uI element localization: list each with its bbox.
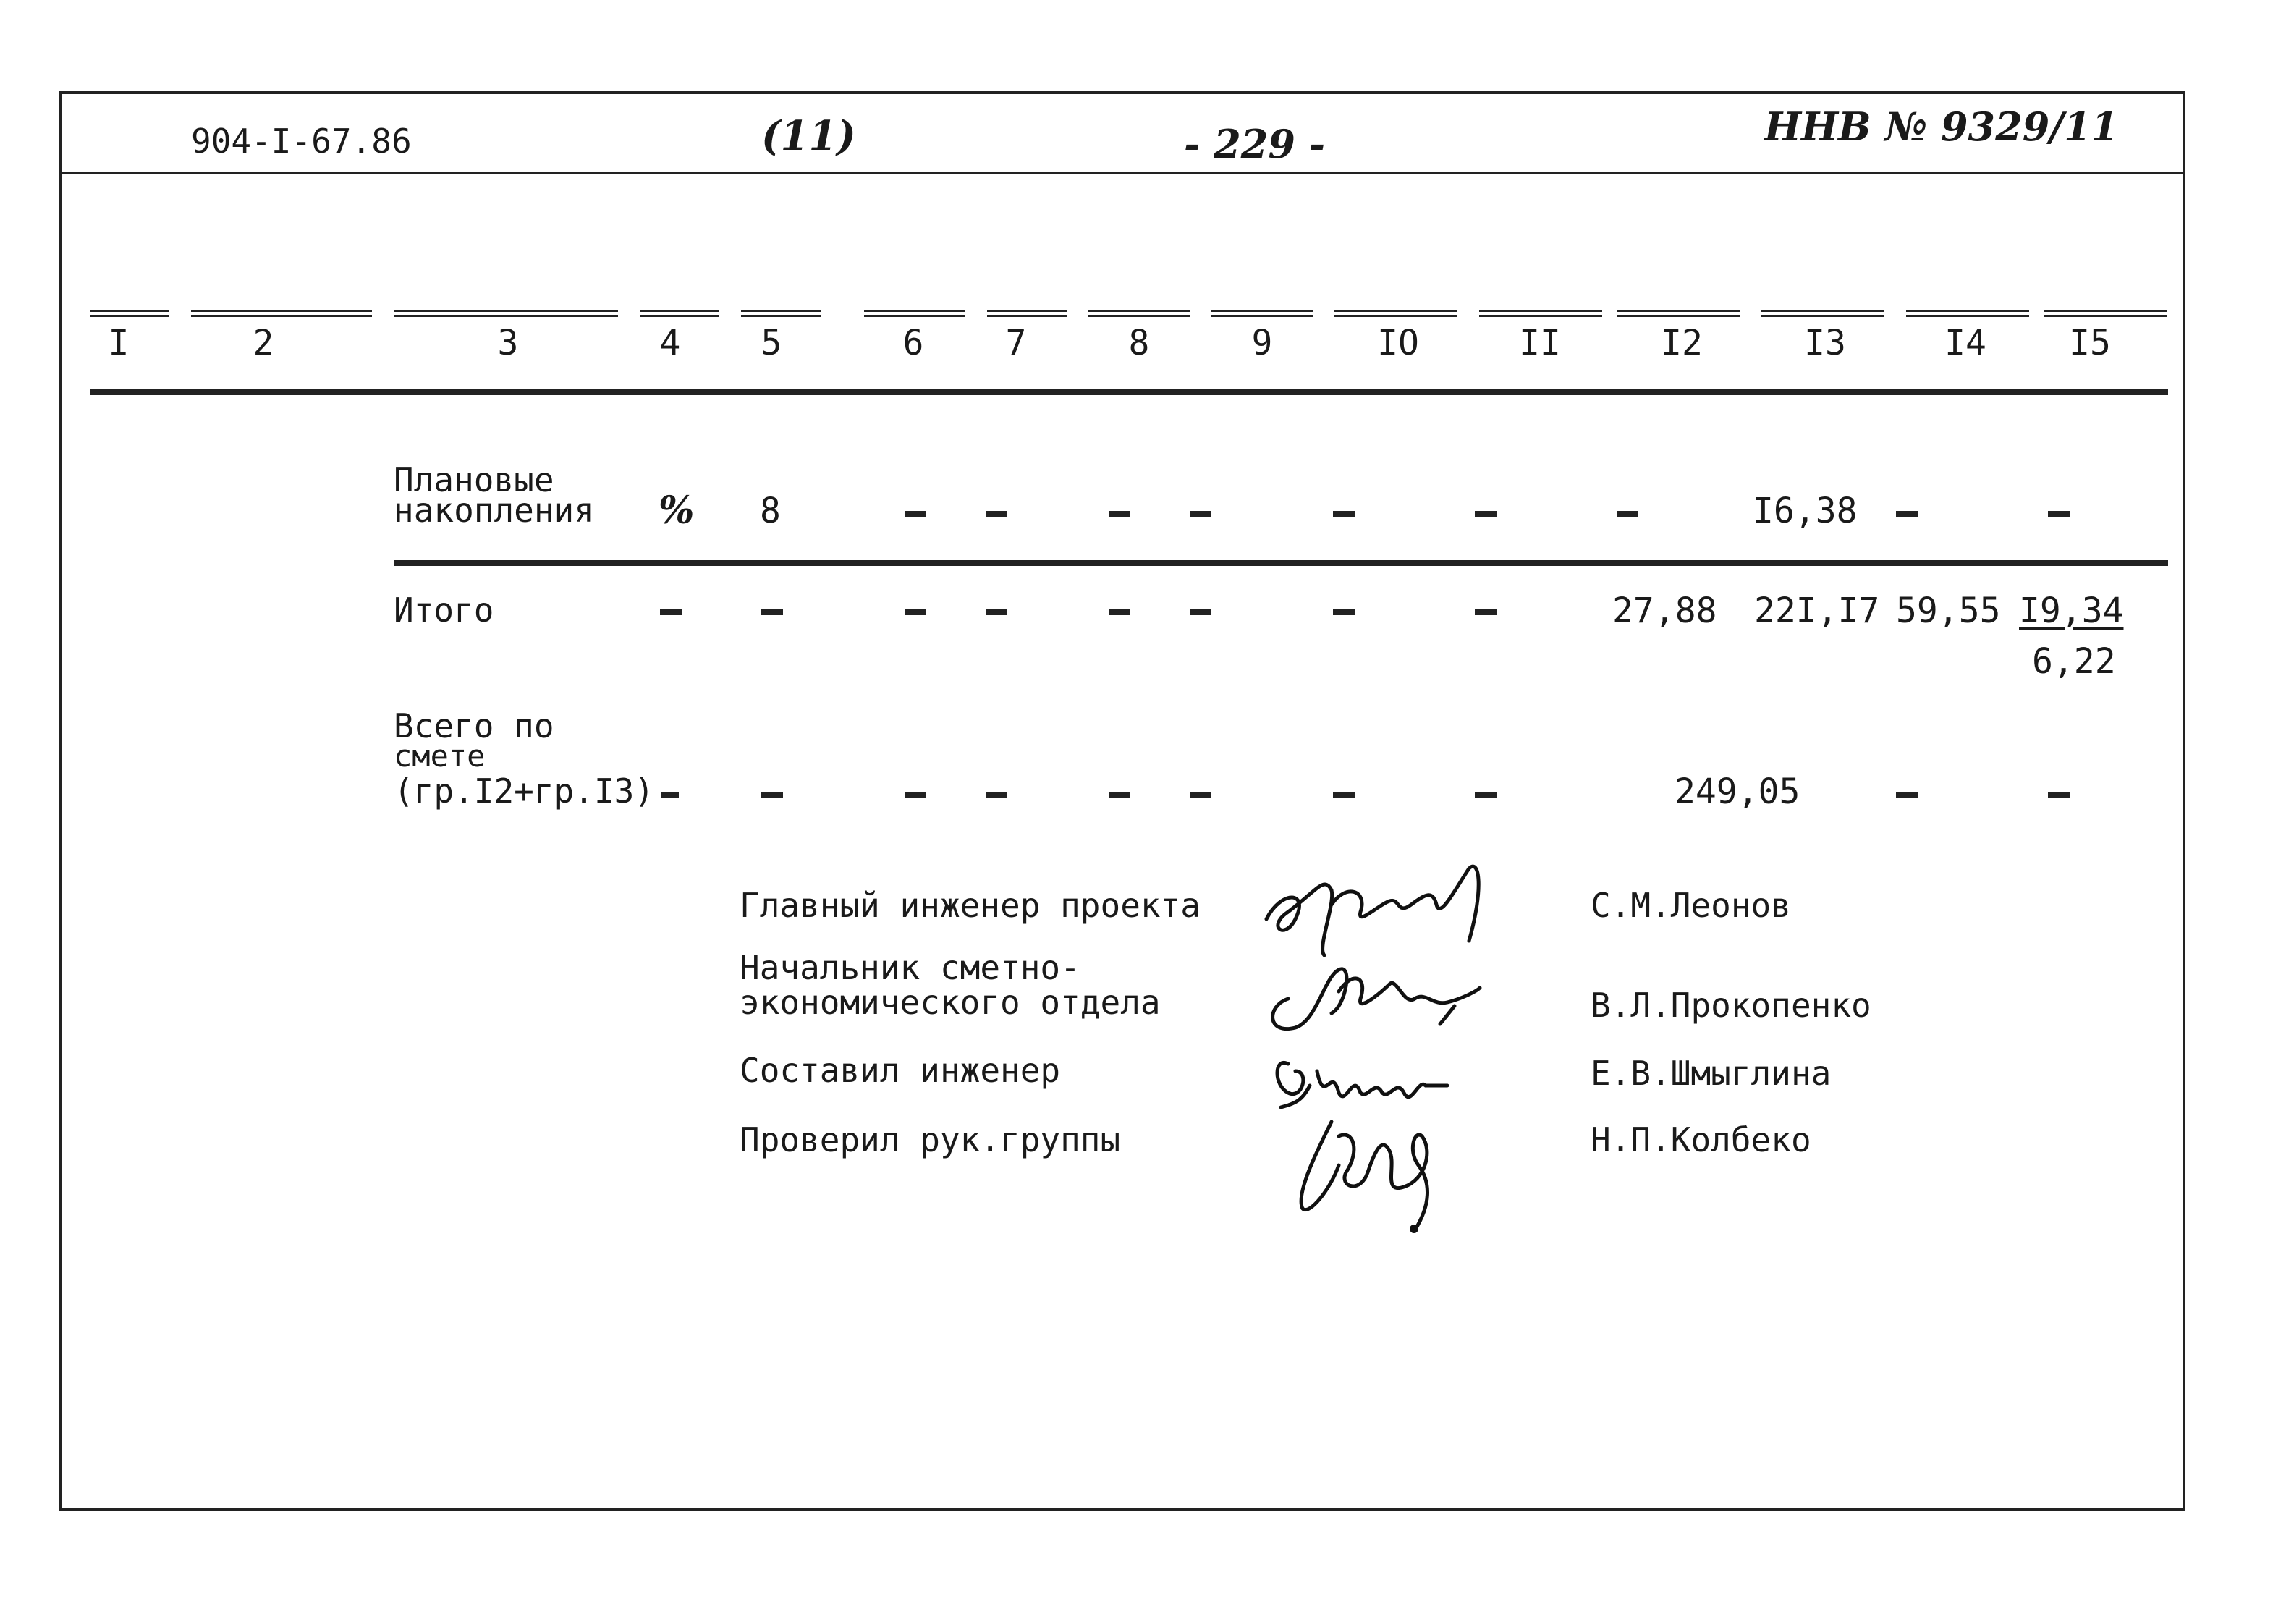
dash-mark	[1190, 609, 1211, 615]
sheet-mark: (11)	[761, 112, 856, 160]
header-divider	[62, 172, 2185, 174]
column-number: I2	[1661, 323, 1703, 363]
dash-mark	[2048, 792, 2070, 798]
signature-name: Е.В.Шмыглина	[1591, 1054, 1832, 1093]
column-number: I4	[1944, 323, 1986, 363]
dash-mark	[905, 609, 926, 615]
page-number: - 229 -	[1184, 121, 1326, 167]
dash-mark	[905, 792, 926, 798]
dash-mark	[1190, 511, 1211, 517]
signature-role: Начальник сметно-	[740, 948, 1080, 987]
header-bar	[1761, 310, 1884, 317]
header-bar	[1479, 310, 1602, 317]
header-bar	[741, 310, 821, 317]
dash-mark	[1109, 792, 1130, 798]
column-number: I5	[2069, 323, 2111, 363]
row-cell-col15-top: I9,34	[2019, 591, 2124, 631]
row-label: Итого	[394, 591, 494, 630]
header-bar	[1088, 310, 1190, 317]
header-bottom-rule	[90, 389, 2168, 395]
header-bar	[864, 310, 965, 317]
signature-name: Н.П.Колбеко	[1591, 1120, 1811, 1159]
dash-mark	[1475, 511, 1497, 517]
header-bar	[1334, 310, 1457, 317]
dash-mark	[1896, 792, 1918, 798]
column-number: 2	[253, 323, 274, 363]
dash-mark	[1475, 609, 1497, 615]
dash-mark	[1896, 511, 1918, 517]
dash-mark	[761, 792, 783, 798]
column-number: I3	[1804, 323, 1846, 363]
dash-mark	[1333, 609, 1355, 615]
column-number: 4	[659, 323, 681, 363]
dash-mark	[661, 792, 679, 798]
row-unit: %	[659, 489, 695, 533]
dash-mark	[1475, 792, 1497, 798]
dash-mark	[2048, 511, 2070, 517]
row-label: (гр.I2+гр.I3)	[394, 771, 655, 811]
column-number: 9	[1251, 323, 1273, 363]
signature-name: С.М.Леонов	[1591, 886, 1791, 925]
row-cell-col12: 27,88	[1612, 591, 1717, 631]
header-bar	[90, 310, 169, 317]
dash-mark	[1333, 792, 1355, 798]
header-bar	[640, 310, 719, 317]
handwritten-signature	[1252, 861, 1512, 963]
row-cell-col13: 22I,I7	[1754, 591, 1880, 631]
dash-mark	[1333, 511, 1355, 517]
column-number: 7	[1005, 323, 1027, 363]
page-frame	[59, 91, 2185, 1511]
row-label: смете	[394, 738, 486, 774]
row-label: Плановые	[394, 460, 554, 499]
row-cell-col14: 59,55	[1896, 591, 2001, 631]
subtotal-rule	[394, 560, 2168, 566]
handwritten-signature	[1288, 1107, 1462, 1238]
dash-mark	[1109, 511, 1130, 517]
dash-mark	[986, 609, 1007, 615]
header-bar	[1211, 310, 1313, 317]
dash-mark	[986, 511, 1007, 517]
row-cell-total: 249,05	[1675, 771, 1800, 812]
signature-role: Главный инженер проекта	[740, 886, 1201, 925]
row-cell-col13: I6,38	[1753, 491, 1858, 531]
dash-mark	[1190, 792, 1211, 798]
header-bar	[2044, 310, 2167, 317]
column-number: 8	[1128, 323, 1150, 363]
header-bar	[987, 310, 1067, 317]
row-label: накопления	[394, 491, 594, 530]
signature-role: Составил инженер	[740, 1051, 1061, 1090]
archive-ref: ННВ № 9329/11	[1764, 103, 2119, 150]
column-number: II	[1519, 323, 1561, 363]
signature-role: Проверил рук.группы	[740, 1120, 1121, 1159]
header-bar	[1617, 310, 1740, 317]
dash-mark	[905, 511, 926, 517]
row-cell-col15-bottom: 6,22	[2032, 641, 2116, 682]
header-bar	[1906, 310, 2029, 317]
column-number: 3	[497, 323, 519, 363]
header-bar	[191, 310, 372, 317]
column-number: I	[108, 323, 130, 363]
signature-name: В.Л.Прокопенко	[1591, 986, 1871, 1025]
column-number: 5	[761, 323, 782, 363]
dash-mark	[660, 609, 682, 615]
row-cell-col5: 8	[760, 491, 781, 531]
signature-role: экономического отдела	[740, 983, 1161, 1022]
dash-mark	[761, 609, 783, 615]
dash-mark	[1617, 511, 1638, 517]
row-label: Всего по	[394, 706, 554, 745]
dash-mark	[986, 792, 1007, 798]
dash-mark	[1109, 609, 1130, 615]
column-number: IO	[1377, 323, 1419, 363]
handwritten-signature	[1259, 955, 1491, 1049]
doc-code: 904-I-67.86	[191, 122, 412, 161]
column-number: 6	[902, 323, 924, 363]
header-bar	[394, 310, 618, 317]
